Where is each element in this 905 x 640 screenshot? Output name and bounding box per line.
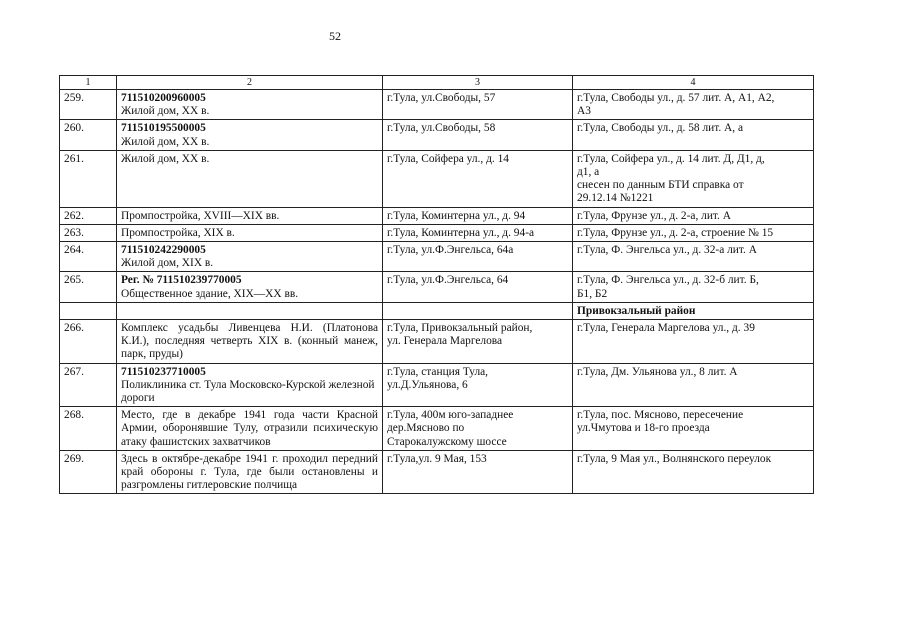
table-row	[60, 90, 814, 120]
row-number: 264.	[60, 242, 117, 272]
location-line: г.Тула, Генерала Маргелова ул., д. 39	[577, 322, 755, 335]
registry-code: 711510242290005	[121, 244, 206, 257]
location-cell	[573, 320, 814, 364]
column-header: 3	[383, 76, 573, 90]
row-number: 261.	[60, 150, 117, 207]
object-name: Здесь в октябре-декабре 1941 г. проходил передний край обороны г. Тула, где были остановлены и разгромлены гитлеровские полчища	[121, 452, 378, 492]
location-cell	[573, 90, 814, 120]
table-row	[60, 320, 814, 364]
row-number: 265.	[60, 272, 117, 302]
address-line: г.Тула, 400м юго-западнее	[387, 409, 514, 422]
address-cell	[383, 120, 573, 150]
table-row	[60, 363, 814, 407]
address-cell	[383, 242, 573, 272]
location-line: г.Тула, Фрунзе ул., д. 2-а, лит. А	[577, 209, 731, 222]
location-line: г.Тула, Ф. Энгельса ул., д. 32-а лит. А	[577, 244, 757, 257]
location-cell	[573, 363, 814, 407]
address-line: Старокалужскому шоссе	[387, 435, 507, 448]
table-row	[60, 242, 814, 272]
location-line: г.Тула, Дм. Ульянова ул., 8 лит. А	[577, 365, 738, 378]
object-name: Комплекс усадьбы Ливенцева Н.И. (Платонова К.И.), последняя четверть XIX в. (конный манеж, парк, пруды)	[121, 322, 378, 361]
location-cell	[573, 120, 814, 150]
address-line: г.Тула, ул.Свободы, 57	[387, 92, 496, 104]
location-cell	[573, 224, 814, 241]
section-header: Привокзальный район	[577, 304, 696, 317]
row-number: 263.	[60, 224, 117, 241]
table-body-section	[60, 320, 814, 494]
object-name: Промпостройка, XIX в.	[121, 226, 235, 239]
object-name: Поликлиника ст. Тула Московско-Курской железной дороги	[121, 378, 375, 405]
row-number: 260.	[60, 120, 117, 150]
object-name: Жилой дом, XX в.	[121, 105, 210, 118]
address-cell	[383, 320, 573, 364]
object-name: Промпостройка, XVIII—XIX вв.	[121, 209, 280, 222]
object-cell	[117, 363, 383, 407]
location-cell	[573, 207, 814, 224]
row-number: 262.	[60, 207, 117, 224]
location-line: г.Тула, Фрунзе ул., д. 2-а, строение № 15	[577, 226, 774, 239]
address-line: г.Тула, станция Тула,	[387, 365, 489, 378]
registry-code: 711510195500005	[121, 122, 206, 135]
table-row	[60, 207, 814, 224]
row-number: 266.	[60, 320, 117, 364]
location-line: 29.12.14 №1221	[577, 192, 654, 205]
address-cell	[383, 150, 573, 207]
address-line: г.Тула, ул.Свободы, 58	[387, 122, 496, 135]
location-line: г.Тула, Ф. Энгельса ул., д. 32-б лит. Б,	[577, 274, 759, 287]
address-line: г.Тула, Привокзальный район,	[387, 322, 533, 335]
row-number: 267.	[60, 363, 117, 407]
column-header: 1	[60, 76, 117, 90]
location-line: А3	[577, 105, 591, 118]
address-line: ул. Генерала Маргелова	[387, 335, 503, 348]
registry-code: 711510200960005	[121, 92, 206, 104]
object-cell	[117, 407, 383, 451]
row-number: 268.	[60, 407, 117, 451]
table-row	[60, 120, 814, 150]
location-cell	[573, 450, 814, 494]
location-line: снесен по данным БТИ справка от	[577, 179, 744, 192]
table-row	[60, 407, 814, 451]
address-cell	[383, 90, 573, 120]
address-cell	[383, 207, 573, 224]
object-cell	[117, 450, 383, 494]
object-cell	[117, 320, 383, 364]
column-header: 4	[573, 76, 814, 90]
row-number: 269.	[60, 450, 117, 494]
table-row	[60, 224, 814, 241]
location-cell	[573, 242, 814, 272]
object-name: Жилой дом, XX в.	[121, 152, 210, 165]
location-line: г.Тула, 9 Мая ул., Волнянского переулок	[577, 452, 772, 465]
table-row	[60, 272, 814, 302]
registry-code: 711510237710005	[121, 365, 206, 378]
object-cell	[117, 224, 383, 241]
location-line: г.Тула, Свободы ул., д. 57 лит. А, А1, А2,	[577, 92, 775, 104]
object-cell	[117, 90, 383, 120]
address-line: г.Тула, ул.Ф.Энгельса, 64а	[387, 244, 514, 257]
table-row	[60, 150, 814, 207]
table-body	[60, 90, 814, 303]
object-name: Жилой дом, XX в.	[121, 135, 210, 148]
address-line: г.Тула, Коминтерна ул., д. 94-а	[387, 226, 535, 239]
location-line: г.Тула, Свободы ул., д. 58 лит. А, а	[577, 122, 744, 135]
address-cell	[383, 224, 573, 241]
location-line: г.Тула, пос. Мясново, пересечение	[577, 409, 744, 422]
location-line: Б1, Б2	[577, 287, 608, 300]
address-cell	[383, 272, 573, 302]
location-line: д1, а	[577, 166, 600, 179]
location-cell	[573, 272, 814, 302]
table-row	[60, 450, 814, 494]
page-number: 52	[329, 29, 341, 43]
monuments-table	[59, 75, 814, 494]
registry-code: Рег. № 711510239770005	[121, 274, 242, 287]
object-cell	[117, 207, 383, 224]
address-line: г.Тула, Сойфера ул., д. 14	[387, 152, 509, 165]
object-cell	[117, 120, 383, 150]
object-cell	[117, 150, 383, 207]
address-line: дер.Мясново по	[387, 422, 465, 435]
address-line: г.Тула,ул. 9 Мая, 153	[387, 452, 487, 465]
address-cell	[383, 407, 573, 451]
object-name: Жилой дом, XIX в.	[121, 257, 214, 270]
address-line: г.Тула, Коминтерна ул., д. 94	[387, 209, 526, 222]
object-name: Место, где в декабре 1941 года части Красной Армии, оборонявшие Тулу, отразили психическую атаку фашистских захватчиков	[121, 409, 378, 448]
location-line: ул.Чмутова и 18-го проезда	[577, 422, 710, 435]
section-body	[60, 302, 814, 319]
section-header-row	[60, 302, 814, 319]
row-number: 259.	[60, 90, 117, 120]
location-line: г.Тула, Сойфера ул., д. 14 лит. Д, Д1, д,	[577, 152, 765, 165]
address-cell	[383, 363, 573, 407]
table-header-row	[60, 76, 814, 90]
object-name: Общественное здание, XIX—XX вв.	[121, 287, 299, 300]
location-cell	[573, 150, 814, 207]
address-line: г.Тула, ул.Ф.Энгельса, 64	[387, 274, 509, 287]
column-header: 2	[117, 76, 383, 90]
location-cell	[573, 407, 814, 451]
object-cell	[117, 272, 383, 302]
address-cell	[383, 450, 573, 494]
object-cell	[117, 242, 383, 272]
address-line: ул.Д.Ульянова, 6	[387, 378, 468, 391]
